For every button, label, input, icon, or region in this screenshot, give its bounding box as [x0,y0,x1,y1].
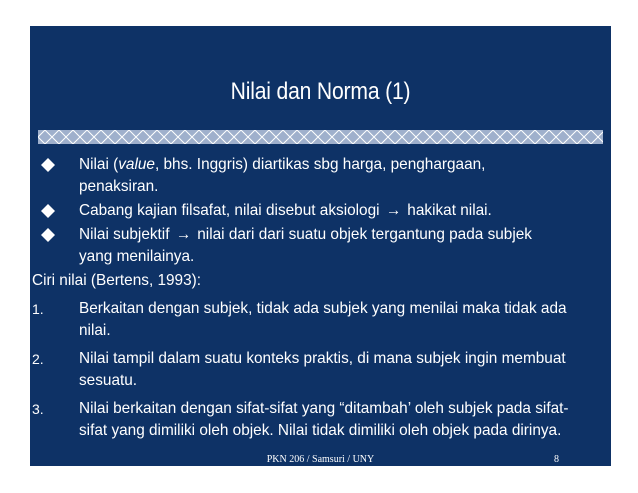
numbered-item [30,398,611,442]
bullet-item [30,154,611,198]
item-number: 1. [32,301,44,317]
arrow-right-icon: → [385,202,402,219]
bullet-text: hakikat nilai. [403,202,492,219]
bullet-item [30,224,611,268]
diamond-bullet-icon [41,204,55,218]
diamond-bullet-icon [41,228,55,242]
footer-text: PKN 206 / Samsuri / UNY [266,454,375,465]
item-number: 2. [32,351,44,367]
decorative-diamond-band [38,130,603,144]
bullet-text: Nilai subjektif [79,226,170,243]
bullet-text: Nilai ( [79,156,119,173]
item-text: Nilai berkaitan dengan sifat-sifat yang “ditambah’ oleh subjek pada sifat-sifat yang dimiliki oleh objek. Nilai tidak dimiliki oleh objek pada dirinya. [79,400,569,439]
bullet-text: , bhs. Inggris) diartikas sbg harga, penghargaan, penaksiran. [79,156,486,195]
slide-footer [30,454,611,466]
bullet-emphasis: value [118,156,155,173]
bullet-text: nilai dari dari suatu objek tergantung pada subjek yang menilainya. [79,226,532,265]
bullet-text: Cabang kajian filsafat, nilai disebut aksiologi [79,202,380,219]
item-text: Berkaitan dengan subjek, tidak ada subjek yang menilai maka tidak ada nilai. [79,300,567,339]
ciri-heading-text: Ciri nilai (Bertens, 1993): [32,272,202,289]
slide-content [30,154,611,448]
page-number: 8 [554,454,559,465]
numbered-item [30,298,611,342]
slide-title: Nilai dan Norma (1) [230,78,411,105]
item-text: Nilai tampil dalam suatu konteks praktis, di mana subjek ingin membuat sesuatu. [79,350,566,389]
ciri-heading [30,270,611,292]
item-number: 3. [32,401,44,417]
slide [30,26,611,466]
bullet-item [30,200,611,222]
arrow-right-icon: → [175,226,192,243]
numbered-item [30,348,611,392]
diamond-bullet-icon [41,158,55,172]
